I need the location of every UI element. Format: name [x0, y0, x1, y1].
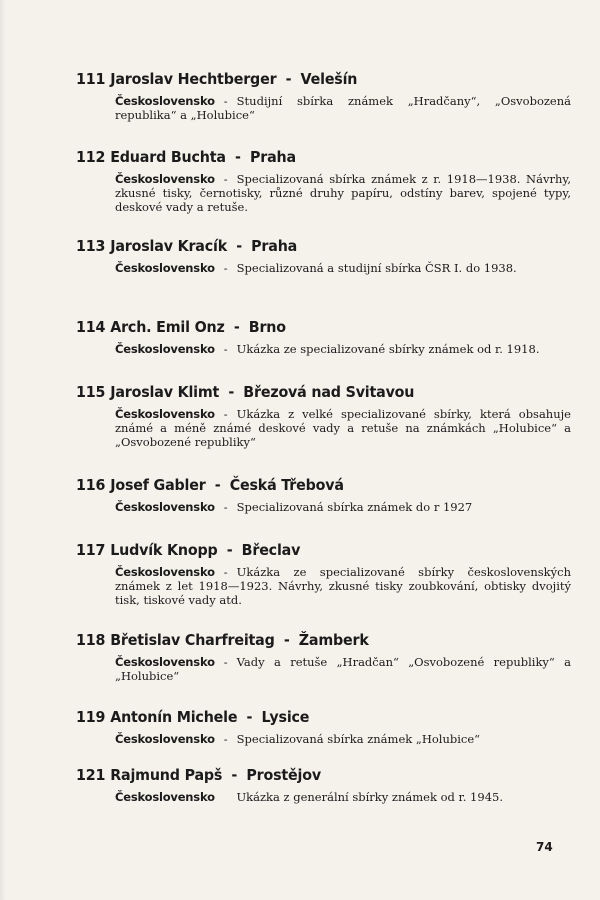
exhibitor-city: Praha: [251, 237, 298, 255]
entry-description: Specializovaná sbírka známek do r 1927: [236, 500, 473, 514]
entry-body: Československo - Ukázka ze specializované sbírky známek od r. 1918.: [115, 342, 540, 356]
entry-heading: 113 Jaroslav Kracík - Praha: [76, 237, 298, 255]
exhibitor-city: Velešín: [300, 70, 358, 88]
exhibitor-city: Prostějov: [246, 766, 321, 784]
entry-country: Československo: [115, 790, 215, 804]
entry-country: Československo: [115, 732, 215, 746]
entry-heading: 116 Josef Gabler - Česká Třebová: [76, 476, 344, 494]
entry-body: Československo - Ukázka ze specializované sbírky československých známek z let 1918—1923. Návrhy, zkusné tisky zoubkování, obtisky dvojitý tisk, tiskové vady atd.: [115, 565, 571, 607]
entry-description: Vady a retuše „Hradčan“ „Osvobozené republiky“ a „Holubice“: [115, 655, 571, 683]
entry-body: [115, 790, 571, 804]
exhibitor-name: Jaroslav Klimt: [110, 383, 220, 401]
exhibitor-name: Břetislav Charfreitag: [110, 631, 275, 649]
exhibitor-city: Praha: [249, 148, 296, 166]
entry-number: 118: [76, 631, 106, 649]
entry-description: Ukázka ze specializované sbírky československých známek z let 1918—1923. Návrhy, zkusné tisky zoubkování, obtisky dvojitý tisk, tiskové vady atd.: [115, 565, 571, 607]
exhibit-entry-121: [76, 766, 571, 804]
entry-body: Československo - Specializovaná sbírka známek do r 1927: [115, 500, 473, 514]
exhibitor-city: Brno: [248, 318, 286, 336]
entry-country: Československo: [115, 342, 215, 356]
entry-body: Československo - Specializovaná sbírka známek z r. 1918—1938. Návrhy, zkusné tisky, černotisky, různé druhy papíru, odstíny barev, spojené typy, deskové vady a retuše.: [115, 172, 571, 214]
exhibit-entry-115: [76, 383, 571, 449]
entry-number: 115: [76, 383, 106, 401]
entry-body: Československo - Specializovaná sbírka známek „Holubice“: [115, 732, 481, 746]
entry-description: Ukázka z generální sbírky známek od r. 1945.: [236, 790, 503, 804]
exhibitor-city: Česká Třebová: [229, 476, 344, 494]
entry-country: Československo: [115, 261, 215, 275]
exhibit-entry-118: [76, 631, 571, 683]
entry-number: 111: [76, 70, 106, 88]
entry-number: 114: [76, 318, 106, 336]
entry-country: Československo: [115, 172, 215, 186]
entry-heading: 119 Antonín Michele - Lysice: [76, 708, 310, 726]
exhibit-entry-114: [76, 318, 571, 356]
page-number: 74: [536, 840, 553, 854]
entry-heading: 117 Ludvík Knopp - Břeclav: [76, 541, 301, 559]
exhibit-entry-116: [76, 476, 571, 514]
entry-description: Studijní sbírka známek „Hradčany“, „Osvobozená republika“ a „Holubice“: [115, 94, 571, 122]
entry-body: Československo - Ukázka z velké specializované sbírky, která obsahuje známé a méně známé deskové vady a retuše na známkách „Holubice“ a „Osvobozené republiky“: [115, 407, 571, 449]
entry-number: 117: [76, 541, 106, 559]
exhibitor-name: Jaroslav Hechtberger: [110, 70, 277, 88]
exhibitor-name: Josef Gabler: [110, 476, 206, 494]
exhibitor-city: Žamberk: [298, 631, 369, 649]
entry-country: Československo: [115, 500, 215, 514]
exhibitor-name: Eduard Buchta: [110, 148, 226, 166]
entry-heading: 118 Břetislav Charfreitag - Žamberk: [76, 631, 369, 649]
entry-heading: 111 Jaroslav Hechtberger - Velešín: [76, 70, 358, 88]
entry-body: Československo - Studijní sbírka známek „Hradčany“, „Osvobozená republika“ a „Holubice“: [115, 94, 571, 122]
exhibitor-city: Březová nad Svitavou: [243, 383, 415, 401]
entry-description: Specializovaná sbírka známek „Holubice“: [236, 732, 481, 746]
exhibitor-name: Arch. Emil Onz: [110, 318, 225, 336]
exhibit-entry-111: [76, 70, 571, 122]
exhibitor-city: Lysice: [261, 708, 310, 726]
entry-number: 112: [76, 148, 106, 166]
exhibitor-name: Ludvík Knopp: [110, 541, 218, 559]
entry-body: Československo - Vady a retuše „Hradčan“ „Osvobozené republiky“ a „Holubice“: [115, 655, 571, 683]
entry-description: Ukázka ze specializované sbírky známek od r. 1918.: [236, 342, 540, 356]
exhibitor-name: Rajmund Papš: [110, 766, 223, 784]
entry-description: Specializovaná a studijní sbírka ČSR I. do 1938.: [236, 261, 517, 275]
exhibitor-name: Jaroslav Kracík: [110, 237, 228, 255]
exhibitor-name: Antonín Michele: [110, 708, 238, 726]
entry-number: 121: [76, 766, 106, 784]
exhibitor-city: Břeclav: [241, 541, 301, 559]
entry-description: Specializovaná sbírka známek z r. 1918—1938. Návrhy, zkusné tisky, černotisky, různé druhy papíru, odstíny barev, spojené typy, deskové vady a retuše.: [115, 172, 571, 214]
entry-body: Československo - Specializovaná a studijní sbírka ČSR I. do 1938.: [115, 261, 517, 275]
entry-country: Československo: [115, 655, 215, 669]
entry-heading: 121 Rajmund Papš - Prostějov: [76, 766, 321, 784]
exhibit-entry-113: [76, 237, 571, 275]
exhibit-entry-112: [76, 148, 571, 214]
entry-number: 119: [76, 708, 106, 726]
entry-country: Československo: [115, 407, 215, 421]
exhibit-entry-119: [76, 708, 571, 746]
entry-number: 113: [76, 237, 106, 255]
entry-number: 116: [76, 476, 106, 494]
entry-description: Ukázka z velké specializované sbírky, která obsahuje známé a méně známé deskové vady a retuše na známkách „Holubice“ a „Osvobozené republiky“: [115, 407, 571, 449]
entry-heading: 114 Arch. Emil Onz - Brno: [76, 318, 286, 336]
entry-heading: 115 Jaroslav Klimt - Březová nad Svitavou: [76, 383, 415, 401]
entry-country: Československo: [115, 565, 215, 579]
entry-country: Československo: [115, 94, 215, 108]
exhibit-entry-117: [76, 541, 571, 607]
entry-heading: 112 Eduard Buchta - Praha: [76, 148, 296, 166]
